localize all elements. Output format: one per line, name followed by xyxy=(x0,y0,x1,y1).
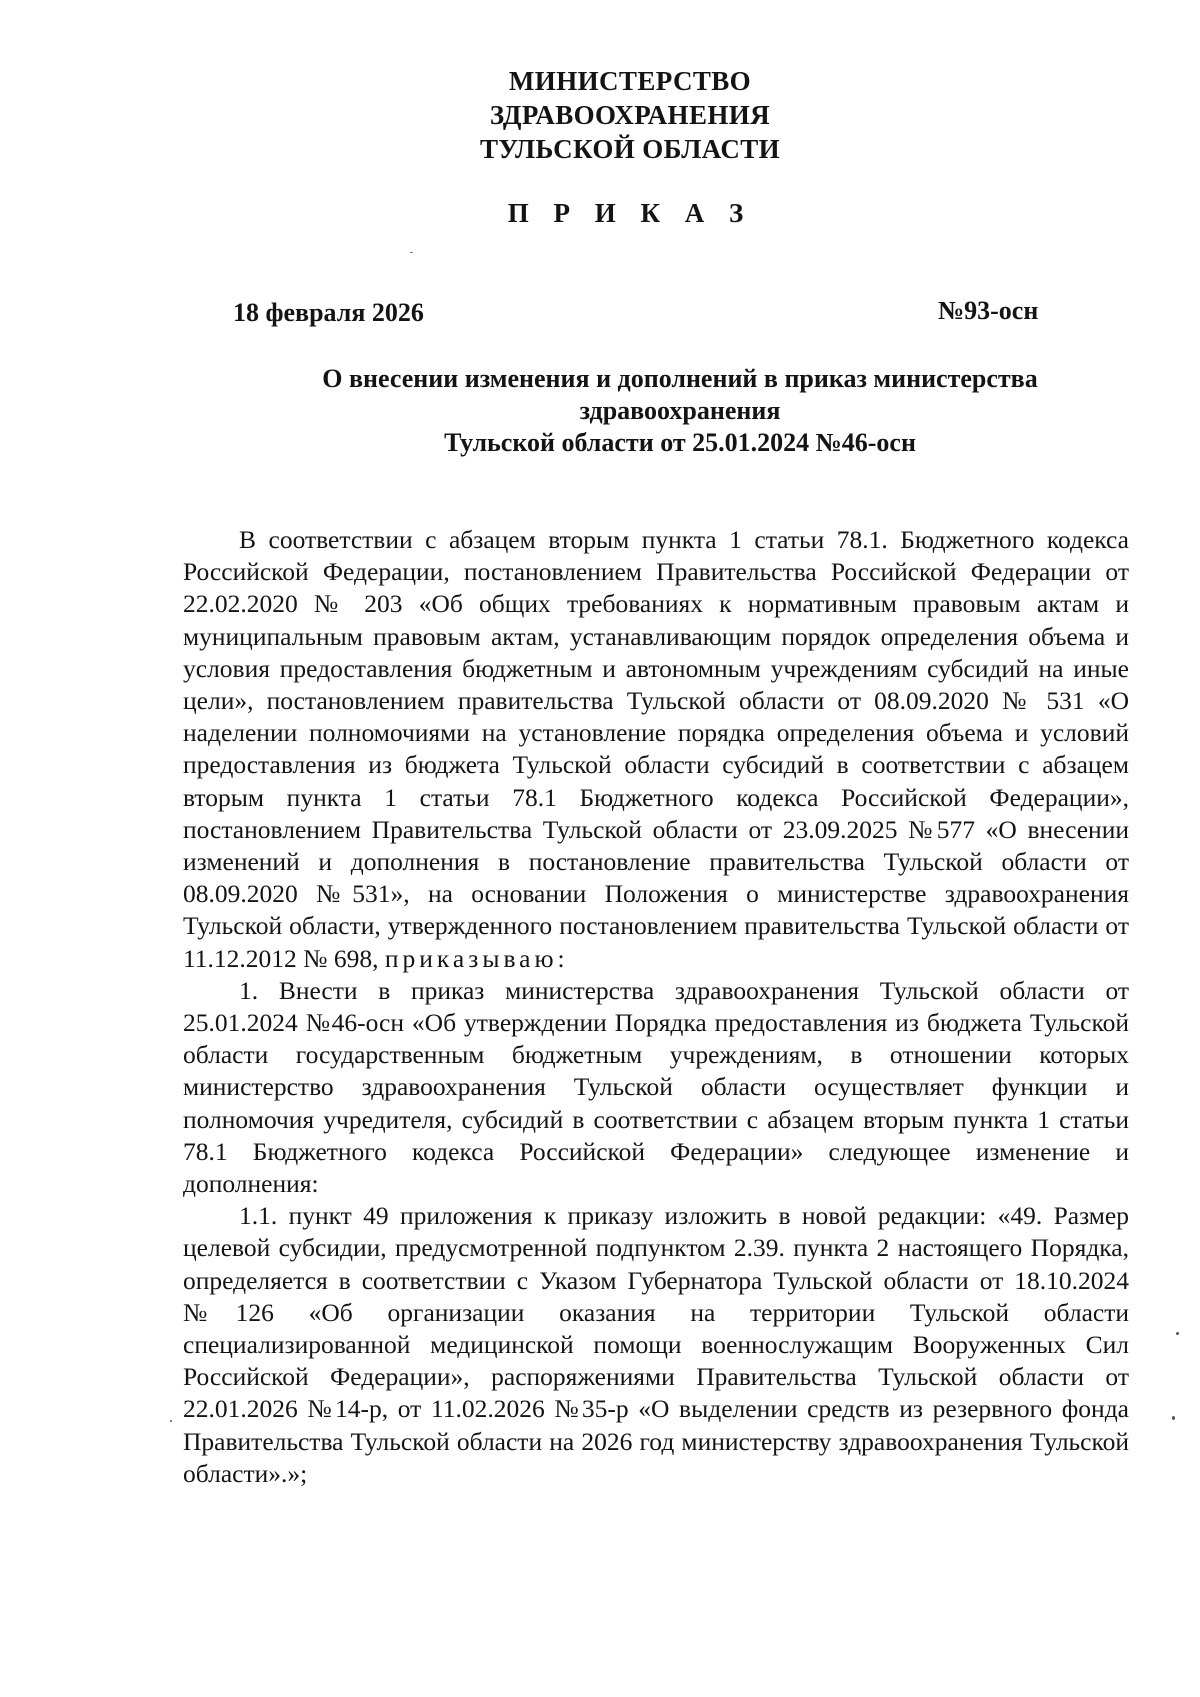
document-type-title: П Р И К А З xyxy=(507,198,753,228)
item-1-paragraph: 1. Внести в приказ министерства здравоохранения Тульской области от 25.01.2024 №46-осн «Об утверждении Порядка предоставления из бюджета Тульской области государственным бюджетным учреждениям, в отношении которых министерство здравоохранения Тульской области осуществляет функции и полномочия учредителя, субсидий в соответствии с абзацем вторым пункта 1 статьи 78.1 Бюджетного кодекса Российской Федерации» следующее изменение и дополнения: xyxy=(183,975,1129,1199)
ministry-line: ТУЛЬСКОЙ ОБЛАСТИ xyxy=(479,134,781,164)
scan-speck xyxy=(170,1420,172,1422)
order-date: 18 февраля 2026 xyxy=(233,298,424,327)
scan-speck xyxy=(1172,1416,1175,1420)
item-1-1-paragraph: 1.1. пункт 49 приложения к приказу изложить в новой редакции: «49. Размер целевой субсидии, предусмотренной подпунктом 2.39. пункта 2 настоящего Порядка, определяется в соответствии с Указом Губернатора Тульской области от 18.10.2024 №126 «Об организации оказания на территории Тульской области специализированной медицинской помощи военнослужащим Вооруженных Сил Российской Федерации», распоряжениями Правительства Тульской области от 22.01.2026 №14-р, от 11.02.2026 №35-р «О выделении средств из резервного фонда Правительства Тульской области на 2026 год министерству здравоохранения Тульской области».»; xyxy=(183,1201,1129,1488)
subject-line: Тульской области от 25.01.2024 №46-осн xyxy=(444,428,916,457)
subject-line: О внесении изменения и дополнений в приказ министерства xyxy=(322,364,1038,393)
ministry-line: МИНИСТЕРСТВО xyxy=(508,66,752,96)
order-word: приказываю: xyxy=(384,943,569,973)
preamble-paragraph xyxy=(183,524,1129,975)
scan-speck xyxy=(410,252,413,253)
order-subject xyxy=(250,363,1110,459)
subject-line: здравоохранения xyxy=(579,396,781,425)
order-body xyxy=(183,524,1129,1490)
scan-speck xyxy=(1176,1332,1179,1335)
order-number: №93-осн xyxy=(938,296,1039,325)
preamble-text: В соответствии с абзацем вторым пункта 1 статьи 78.1. Бюджетного кодекса Российской Федерации, постановлением Правительства Российской Федерации от 22.02.2020 № 203 «Об общих требованиях к нормативным правовым актам и муниципальным правовым актам, устанавливающим порядок определения объема и условия предоставления бюджетным и автономным учреждениям субсидий на иные цели», постановлением правительства Тульской области от 08.09.2020 № 531 «О наделении полномочиями на установление порядка определения объема и условий предоставления из бюджета Тульской области субсидий в соответствии с абзацем вторым пункта 1 статьи 78.1 Бюджетного кодекса Российской Федерации», постановлением Правительства Тульской области от 23.09.2025 №577 «О внесении изменений и дополнения в постановление правительства Тульской области от 08.09.2020 №531», на основании Положения о министерстве здравоохранения Тульской области, утвержденного постановлением правительства Тульской области от 11.12.2012 № 698, xyxy=(183,525,1129,973)
ministry-name xyxy=(400,64,860,166)
ministry-line: ЗДРАВООХРАНЕНИЯ xyxy=(489,100,771,130)
